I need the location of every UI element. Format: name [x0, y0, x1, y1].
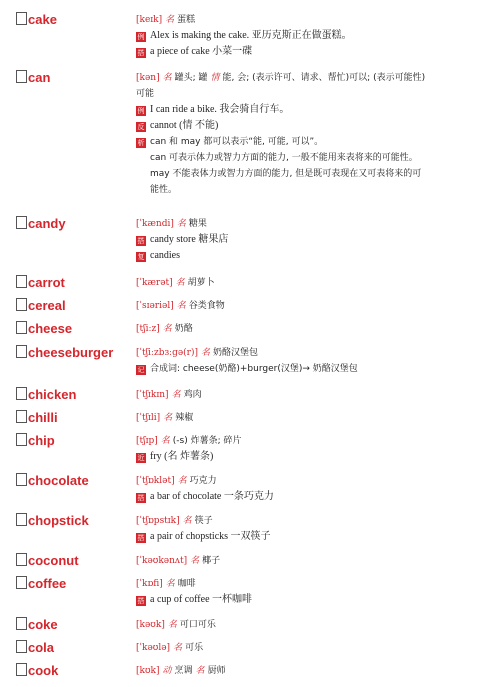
- pronunciation: [keɪk]: [136, 15, 163, 25]
- part-of-speech: 名: [190, 556, 200, 566]
- collocation: a piece of cake 小菜一碟: [150, 46, 253, 57]
- part-of-speech: 名: [176, 301, 186, 311]
- headword: carrot: [16, 275, 65, 291]
- pronunciation: [ˈkəʊkənʌt]: [136, 556, 188, 566]
- headword: candy: [16, 216, 66, 232]
- note: 能性。: [150, 185, 178, 195]
- headword: coffee: [16, 576, 66, 592]
- part-of-speech: 名: [175, 278, 185, 288]
- tag-icon: 记: [137, 366, 145, 374]
- part-of-speech: 动: [162, 666, 172, 676]
- meaning: 能, 会; (表示许可、请求、帮忙)可以; (表示可能性): [222, 73, 426, 83]
- pronunciation: [ˈtʃɒklət]: [136, 476, 175, 486]
- headword: chip: [16, 433, 55, 449]
- collocation: a pair of chopsticks 一双筷子: [150, 531, 271, 542]
- definition: [136, 12, 496, 60]
- checkbox-icon[interactable]: [16, 640, 27, 653]
- meaning: 烹调: [174, 666, 193, 676]
- pronunciation: [kəʊk]: [136, 620, 165, 630]
- meaning: 胡萝卜: [187, 278, 215, 288]
- pronunciation: [ˈkəʊlə]: [136, 643, 171, 653]
- headword: can: [16, 70, 50, 86]
- definition: [136, 216, 496, 264]
- tag-icon: 复: [137, 253, 145, 261]
- meaning-continued: 可能: [136, 89, 155, 99]
- part-of-speech: 名: [160, 436, 170, 446]
- part-of-speech: 名: [173, 643, 183, 653]
- definition: [136, 576, 496, 608]
- definition: [136, 321, 496, 337]
- synonym: fry (名 炸薯条): [150, 451, 214, 462]
- checkbox-icon[interactable]: [16, 576, 27, 589]
- part-of-speech: 名: [165, 579, 175, 589]
- pronunciation: [tʃɪp]: [136, 436, 158, 446]
- tag-icon: 例: [137, 107, 145, 115]
- definition: [136, 410, 496, 426]
- checkbox-icon[interactable]: [16, 513, 27, 526]
- example: Alex is making the cake. 亚历克斯正在做蛋糕。: [150, 30, 352, 41]
- part-of-speech: 名: [201, 348, 211, 358]
- tag-icon: 搭: [137, 597, 145, 605]
- part-of-speech: 名: [182, 516, 192, 526]
- tag-icon: 搭: [137, 49, 145, 57]
- part-of-speech: 名: [167, 620, 177, 630]
- tag-icon: 搭: [137, 534, 145, 542]
- definition: [136, 345, 496, 377]
- headword: chocolate: [16, 473, 89, 489]
- checkbox-icon[interactable]: [16, 70, 27, 83]
- pronunciation: [ˈsɪəriəl]: [136, 301, 174, 311]
- pronunciation: [kən]: [136, 73, 160, 83]
- definition: [136, 433, 496, 465]
- definition: [136, 663, 496, 679]
- part-of-speech: 名: [163, 413, 173, 423]
- collocation: a bar of chocolate 一条巧克力: [150, 491, 274, 502]
- part-of-speech: 名: [165, 15, 175, 25]
- checkbox-icon[interactable]: [16, 298, 27, 311]
- pronunciation: [ˈtʃɒpstɪk]: [136, 516, 180, 526]
- example: I can ride a bike. 我会骑自行车。: [150, 104, 290, 115]
- part-of-speech: 名: [195, 666, 205, 676]
- definition: [136, 387, 496, 403]
- meaning: 鸡肉: [183, 390, 202, 400]
- checkbox-icon[interactable]: [16, 473, 27, 486]
- checkbox-icon[interactable]: [16, 345, 27, 358]
- meaning: 筷子: [194, 516, 213, 526]
- tag-icon: 析: [137, 139, 145, 147]
- memory-tip: 合成词: cheese(奶酪)+burger(汉堡)→ 奶酪汉堡包: [150, 364, 358, 374]
- definition: [136, 640, 496, 656]
- meaning: 巧克力: [189, 476, 217, 486]
- checkbox-icon[interactable]: [16, 410, 27, 423]
- meaning: 糖果: [188, 219, 207, 229]
- meaning: 蛋糕: [177, 15, 196, 25]
- headword: cheeseburger: [16, 345, 113, 361]
- tag-icon: 搭: [137, 494, 145, 502]
- headword: cheese: [16, 321, 72, 337]
- collocation: a cup of coffee 一杯咖啡: [150, 594, 253, 605]
- headword: cake: [16, 12, 57, 28]
- definition: [136, 298, 496, 314]
- meaning: 谷类食物: [188, 301, 225, 311]
- checkbox-icon[interactable]: [16, 275, 27, 288]
- plural: candies: [150, 250, 180, 261]
- note: can 可表示体力或智力方面的能力, 一般不能用来表将来的可能性。: [150, 153, 418, 163]
- headword: chilli: [16, 410, 58, 426]
- collocation: candy store 糖果店: [150, 234, 229, 245]
- note: may 不能表体力或智力方面的能力, 但是既可表现在又可表将来的可: [150, 169, 422, 179]
- definition: [136, 617, 496, 633]
- definition: [136, 553, 496, 569]
- antonym: cannot (情 不能): [150, 120, 219, 131]
- meaning: 可口可乐: [179, 620, 216, 630]
- part-of-speech: 名: [162, 73, 172, 83]
- tag-icon: 反: [137, 123, 145, 131]
- tag-icon: 近: [137, 454, 145, 462]
- meaning: 咖啡: [177, 579, 196, 589]
- part-of-speech: 名: [162, 324, 172, 334]
- checkbox-icon[interactable]: [16, 617, 27, 630]
- pronunciation: [ˈkændi]: [136, 219, 174, 229]
- meaning: (-s) 炸薯条; 碎片: [172, 436, 242, 446]
- meaning: 椰子: [202, 556, 221, 566]
- headword: cook: [16, 663, 58, 679]
- definition: [136, 275, 496, 291]
- headword: coke: [16, 617, 58, 633]
- headword: coconut: [16, 553, 79, 569]
- checkbox-icon[interactable]: [16, 216, 27, 229]
- meaning: 可乐: [185, 643, 204, 653]
- meaning: 厨师: [207, 666, 226, 676]
- checkbox-icon[interactable]: [16, 433, 27, 446]
- checkbox-icon[interactable]: [16, 321, 27, 334]
- checkbox-icon[interactable]: [16, 663, 27, 676]
- headword: cereal: [16, 298, 66, 314]
- checkbox-icon[interactable]: [16, 553, 27, 566]
- part-of-speech: 名: [176, 219, 186, 229]
- tag-icon: 例: [137, 33, 145, 41]
- headword: cola: [16, 640, 54, 656]
- part-of-speech: 名: [171, 390, 181, 400]
- meaning: 罐头; 罐: [174, 73, 208, 83]
- part-of-speech: 名: [177, 476, 187, 486]
- definition: [136, 473, 496, 505]
- pronunciation: [ˈtʃɪli]: [136, 413, 161, 423]
- pronunciation: [tʃiːz]: [136, 324, 160, 334]
- headword: chicken: [16, 387, 76, 403]
- tag-icon: 搭: [137, 237, 145, 245]
- definition: [136, 70, 496, 198]
- checkbox-icon[interactable]: [16, 387, 27, 400]
- pronunciation: [ˈkɒfi]: [136, 579, 163, 589]
- meaning: 奶酪: [174, 324, 193, 334]
- pronunciation: [ˈtʃɪkɪn]: [136, 390, 169, 400]
- meaning: 辣椒: [175, 413, 194, 423]
- meaning: 奶酪汉堡包: [213, 348, 259, 358]
- analysis: can 和 may 都可以表示“能, 可能, 可以”。: [150, 137, 324, 147]
- pronunciation: [ˈkærət]: [136, 278, 173, 288]
- checkbox-icon[interactable]: [16, 12, 27, 25]
- pronunciation: [ˈtʃiːzbɜːgə(r)]: [136, 348, 198, 358]
- pronunciation: [kʊk]: [136, 666, 160, 676]
- headword: chopstick: [16, 513, 89, 529]
- definition: [136, 513, 496, 545]
- part-of-speech: 情: [210, 73, 220, 83]
